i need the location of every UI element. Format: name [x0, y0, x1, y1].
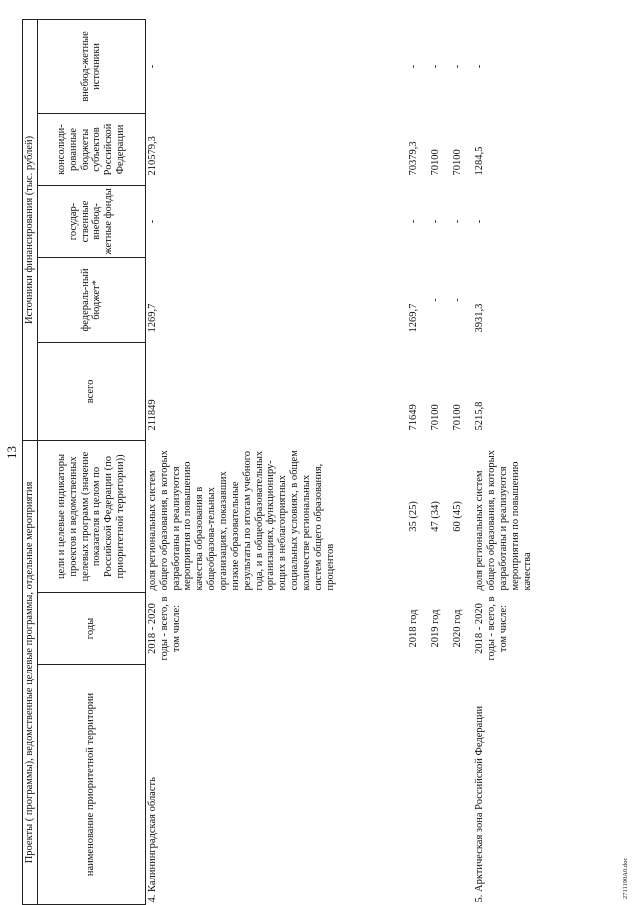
financing-table [22, 19, 543, 905]
cell-total: 5215,8 [474, 401, 486, 431]
header-federal: федераль-ный бюджет* [37, 257, 145, 342]
cell-total: 70100 [452, 404, 464, 431]
cell-extra: - [145, 19, 407, 113]
cell-state-funds: - [474, 219, 486, 224]
table-row [429, 19, 451, 904]
header-regional: консолиди-рованные бюджеты субъектов Российской Федерации [37, 113, 145, 185]
table-row [145, 19, 407, 904]
cell-state-funds: - [145, 185, 407, 257]
cell-extra: - [452, 64, 464, 69]
cell-extra: - [430, 64, 442, 69]
table-row [451, 19, 473, 904]
cell-state-funds: - [430, 219, 442, 224]
cell-total: 71649 [408, 404, 420, 431]
cell-federal: 1269,7 [145, 257, 407, 342]
cell-years: 2018 - 2020 годы - всего, в том числе: [474, 596, 510, 661]
cell-goal: доля региональных систем общего образования, в которых разработаны и реализуются мероприятия по повышению качества образования в общеобразова-тельных организациях, показавших низкие образовательные результаты по итогам учебного года, и в общеобразовательных организациях, функциониру-ющих в неблагоприятных социальных условиях, в общем количестве региональных систем общего образования, процентов [145, 440, 407, 592]
cell-territory [451, 665, 473, 905]
table-row [407, 19, 429, 904]
cell-years: 2019 год [430, 609, 442, 648]
cell-goal: 60 (45) [452, 501, 464, 532]
cell-goal: доля региональных систем общего образования, в которых разработаны и реализуются мероприятия по повышению качества [474, 450, 533, 591]
cell-total: 70100 [430, 404, 442, 431]
cell-federal: 1269,7 [408, 303, 420, 333]
cell-territory [407, 665, 429, 905]
cell-regional: 70100 [452, 149, 464, 176]
header-extra: внебюд-жетные источники [37, 19, 145, 113]
header-projects: Проекты ( программы), ведомственные целевые программы, отдельные мероприятия [23, 440, 38, 904]
cell-years: 2018 - 2020 годы - всего, в том числе: [145, 593, 407, 665]
page-number: 13 [4, 446, 19, 459]
cell-years: 2018 год [408, 609, 420, 648]
table-row [473, 19, 543, 904]
cell-federal: 3931,3 [474, 303, 486, 333]
cell-federal: - [452, 298, 464, 302]
cell-goal: 47 (34) [430, 501, 442, 532]
header-total: всего [37, 342, 145, 440]
cell-regional: 70100 [430, 149, 442, 176]
cell-total: 211849 [145, 342, 407, 440]
cell-state-funds: - [408, 219, 420, 224]
header-financing: Источники финансирования (тыс. рублей) [23, 19, 38, 440]
cell-extra: - [408, 64, 420, 69]
header-goals: цели и целевые индикаторы проектов и ведомственных целевых программ (значение показателя в целом по Российской Федерации (по приоритетной территории)) [37, 440, 145, 592]
cell-state-funds: - [452, 219, 464, 224]
cell-territory: 5. Арктическая зона Российской Федерации [474, 705, 486, 903]
cell-extra: - [474, 64, 486, 69]
header-state-funds: государ-ственные внебюд-жетные фонды [37, 185, 145, 257]
header-years: годы [37, 593, 145, 665]
cell-regional: 210579,3 [145, 113, 407, 185]
cell-territory [429, 665, 451, 905]
footer-filename: 2711190A0.doc [622, 857, 629, 899]
cell-territory: 4. Калининградская область [145, 665, 407, 905]
cell-regional: 70379,3 [408, 141, 420, 176]
cell-regional: 1284,5 [474, 146, 486, 176]
cell-federal: - [430, 298, 442, 302]
cell-goal: 35 (25) [408, 501, 420, 532]
cell-years: 2020 год [452, 609, 464, 648]
header-territory: наименование приоритетной территории [37, 665, 145, 905]
